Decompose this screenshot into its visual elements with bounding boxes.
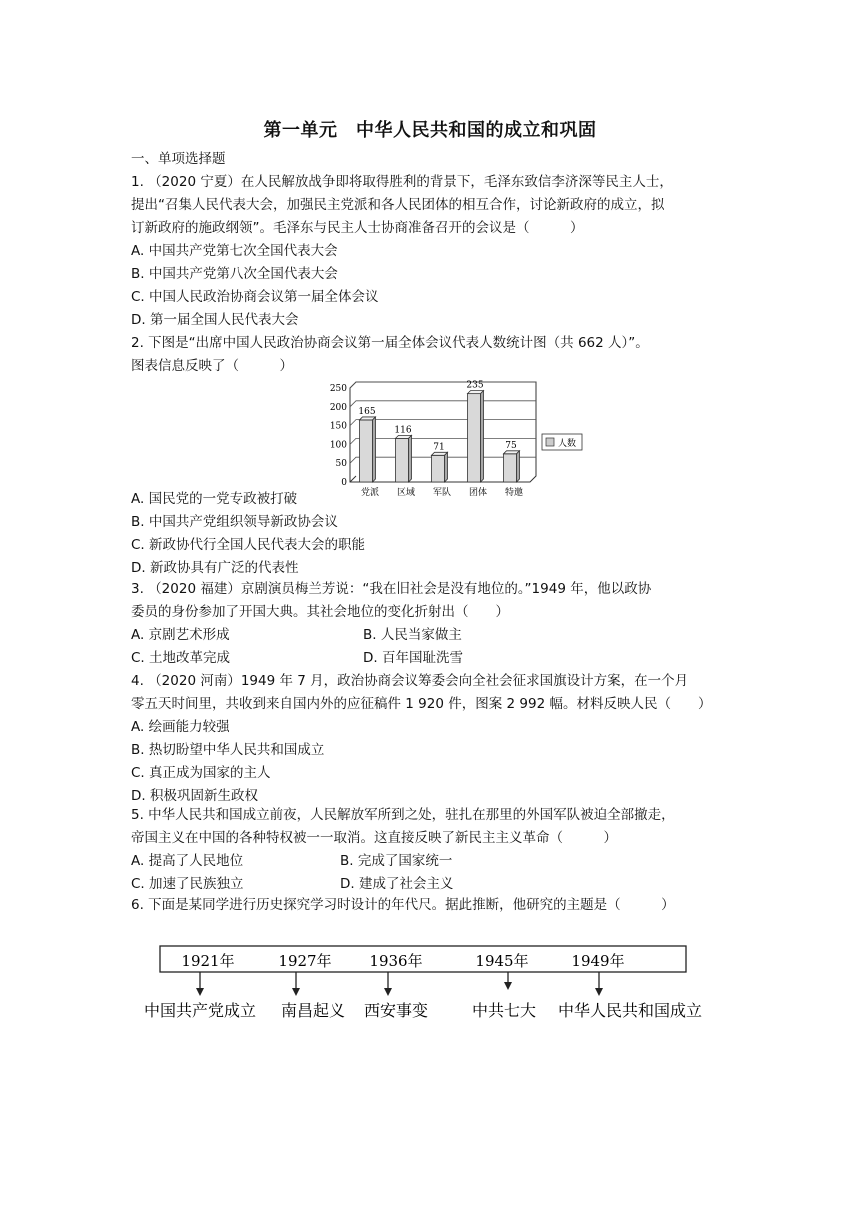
q4-option-b: B. 热切盼望中华人民共和国成立	[131, 742, 325, 758]
timeline-event-xian-incident: 西安事变	[363, 1001, 429, 1020]
timeline-arrowhead-1936	[384, 988, 392, 996]
section-heading: 一、单项选择题	[131, 151, 226, 167]
y-tick-label: 200	[329, 402, 347, 413]
legend-label: 人数	[558, 439, 577, 449]
x-category-label: 团体	[468, 488, 488, 498]
page-title: 第一单元 中华人民共和国的成立和巩固	[263, 120, 597, 141]
q3-option-c: C. 土地改革完成	[131, 650, 231, 666]
bar-value-label: 165	[358, 406, 376, 417]
timeline-year-1949: 1949年	[571, 952, 625, 970]
timeline-event-seventh-congress: 中共七大	[471, 1001, 537, 1020]
q4-stem-line1: 4. （2020 河南）1949 年 7 月，政治协商会议筹委会向全社会征求国旗设计方案，在一个月	[131, 673, 689, 689]
q2-option-a: A. 国民党的一党专政被打破	[131, 491, 298, 507]
y-tick-label: 250	[329, 384, 347, 394]
q1-option-b: B. 中国共产党第八次全国代表大会	[131, 266, 338, 282]
q2-stem-line1: 2. 下图是“出席中国人民政治协商会议第一届全体会议代表人数统计图（共 662 人）”。	[131, 335, 649, 351]
q4-stem-line2: 零五天时间里，共收到来自国内外的应征稿件 1 920 件，图案 2 992 幅。材料反映人民（ ）	[131, 696, 712, 712]
timeline-year-1936: 1936年	[369, 952, 423, 970]
x-category-label: 党派	[360, 488, 380, 498]
q5-option-a: A. 提高了人民地位	[131, 853, 244, 869]
x-category-label: 军队	[432, 488, 452, 498]
q5-option-d: D. 建成了社会主义	[340, 876, 454, 892]
y-tick-label: 50	[335, 459, 347, 470]
bar-value-label: 71	[433, 442, 445, 453]
q1-stem-line1: 1. （2020 宁夏）在人民解放战争即将取得胜利的背景下，毛泽东致信李济深等民主人士，	[131, 174, 673, 190]
q5-option-c: C. 加速了民族独立	[131, 876, 244, 892]
y-tick-label: 0	[341, 478, 347, 488]
chart-bar-side	[373, 417, 376, 482]
timeline-arrowhead-1945	[504, 982, 512, 990]
chart-gridline	[350, 382, 536, 388]
x-category-label: 特邀	[504, 488, 524, 498]
timeline-year-1927: 1927年	[278, 952, 332, 970]
y-tick-label: 100	[329, 440, 347, 451]
q4-option-d: D. 积极巩固新生政权	[131, 788, 258, 804]
timeline-event-nanchang-uprising: 南昌起义	[280, 1001, 346, 1020]
q3-stem-line1: 3. （2020 福建）京剧演员梅兰芳说：“我在旧社会是没有地位的。”1949 年，他以政协	[131, 581, 652, 597]
timeline-event-prc-founding: 中华人民共和国成立	[557, 1001, 703, 1020]
chart-bar	[360, 420, 373, 482]
chart-bar	[432, 455, 445, 482]
q5-option-b: B. 完成了国家统一	[340, 853, 453, 869]
bar-value-label: 116	[394, 425, 412, 436]
q2-stem-line2: 图表信息反映了（ ）	[131, 358, 293, 374]
history-timeline	[138, 944, 718, 1034]
bar-value-label: 75	[505, 440, 517, 451]
chart-bar-side	[409, 435, 412, 482]
q3-option-d: D. 百年国耻洗雪	[363, 650, 463, 666]
q3-option-a: A. 京剧艺术形成	[131, 627, 230, 643]
timeline-event-cpc-founding: 中国共产党成立	[143, 1001, 257, 1020]
timeline-arrowhead-1949	[595, 988, 603, 996]
q2-option-d: D. 新政协具有广泛的代表性	[131, 560, 299, 576]
chart-bar-side	[445, 452, 448, 482]
chart-bar	[396, 438, 409, 482]
chart-bar	[504, 454, 517, 482]
chart-gridline	[350, 401, 536, 407]
x-category-label: 区域	[396, 488, 416, 498]
y-tick-label: 150	[329, 421, 347, 432]
q2-option-c: C. 新政协代行全国人民代表大会的职能	[131, 537, 366, 553]
legend-swatch	[546, 438, 554, 446]
chart-bar-side	[481, 391, 484, 482]
delegate-count-bar-chart	[328, 378, 588, 506]
q3-stem-line2: 委员的身份参加了开国大典。其社会地位的变化折射出（ ）	[131, 604, 509, 620]
chart-gridline	[350, 420, 536, 426]
q5-stem-line2: 帝国主义在中国的各种特权被一一取消。这直接反映了新民主主义革命（ ）	[131, 830, 617, 846]
chart-floor-edge	[350, 476, 356, 482]
q1-option-c: C. 中国人民政治协商会议第一届全体会议	[131, 289, 379, 305]
chart-bar	[468, 394, 481, 482]
q1-stem-line2: 提出“召集人民代表大会，加强民主党派和各人民团体的相互合作，讨论新政府的成立，拟	[131, 197, 665, 213]
timeline-year-1945: 1945年	[475, 952, 529, 970]
q3-option-b: B. 人民当家做主	[363, 627, 462, 643]
q5-stem-line1: 5. 中华人民共和国成立前夜，人民解放军所到之处，驻扎在那里的外国军队被迫全部撤走，	[131, 807, 675, 823]
timeline-arrowhead-1927	[292, 988, 300, 996]
timeline-year-1921: 1921年	[181, 952, 235, 970]
q4-option-a: A. 绘画能力较强	[131, 719, 230, 735]
q6-stem-line1: 6. 下面是某同学进行历史探究学习时设计的年代尺。据此推断，他研究的主题是（ ）	[131, 897, 675, 913]
q1-option-d: D. 第一届全国人民代表大会	[131, 312, 299, 328]
bar-value-label: 235	[466, 380, 484, 391]
q1-stem-line3: 订新政府的施政纲领”。毛泽东与民主人士协商准备召开的会议是（ ）	[131, 220, 584, 236]
timeline-arrowhead-1921	[196, 988, 204, 996]
q2-option-b: B. 中国共产党组织领导新政协会议	[131, 514, 338, 530]
q4-option-c: C. 真正成为国家的主人	[131, 765, 271, 781]
q1-option-a: A. 中国共产党第七次全国代表大会	[131, 243, 338, 259]
chart-bar-side	[517, 451, 520, 482]
